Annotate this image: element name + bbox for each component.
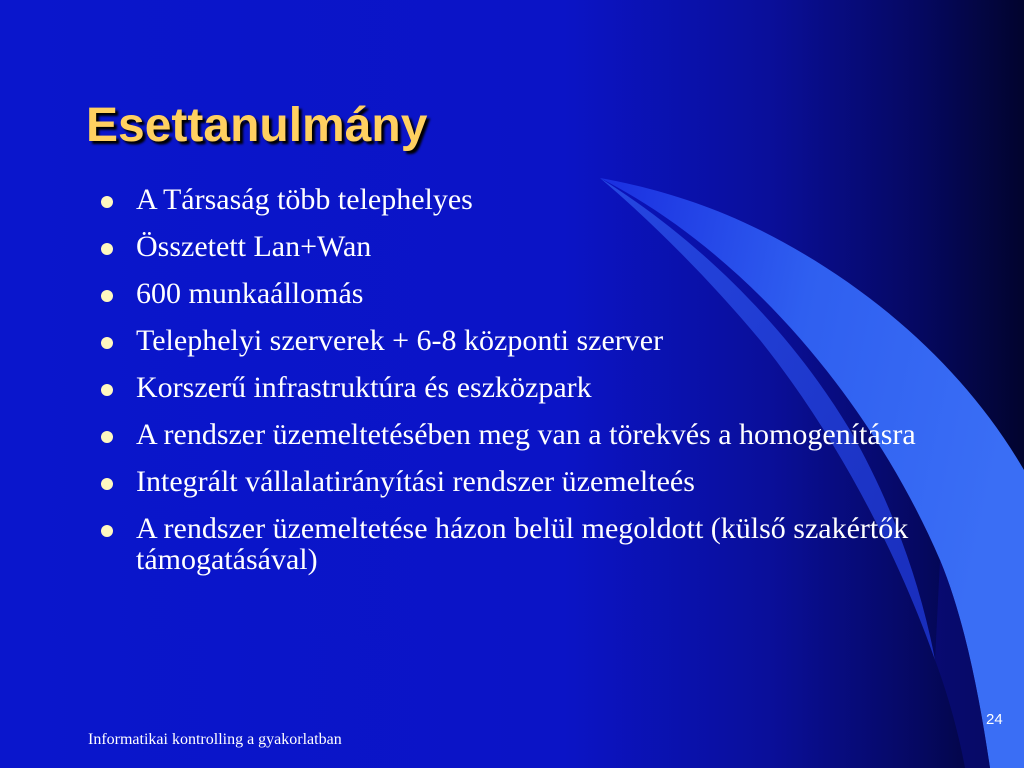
bullet-item [98,278,958,309]
bullet-text: A rendszer üzemeltetése házon belül megoldott (külső szakértők támogatásával) [136,512,909,576]
bullet-text: Telephelyi szerverek + 6-8 központi szerver [136,324,664,357]
bullet-item [98,466,958,497]
bullet-text: A Társaság több telephelyes [136,183,473,216]
bullet-text: Integrált vállalatirányítási rendszer üzemelteés [136,465,695,498]
bullet-item [98,513,958,575]
bullet-item [98,372,958,403]
bullet-list [98,184,958,591]
footer-text: Informatikai kontrolling a gyakorlatban [88,731,342,748]
bullet-icon [101,243,113,255]
bullet-item [98,419,958,450]
bullet-icon [101,384,113,396]
page-number: 24 [986,711,1003,728]
bullet-text: Korszerű infrastruktúra és eszközpark [136,371,592,404]
bullet-text: A rendszer üzemeltetésében meg van a törekvés a homogenításra [136,418,916,451]
bullet-text: Összetett Lan+Wan [136,230,372,263]
bullet-item [98,325,958,356]
bullet-item [98,184,958,215]
bullet-icon [101,525,113,537]
bullet-text: 600 munkaállomás [136,277,364,310]
bullet-icon [101,431,113,443]
bullet-icon [101,337,113,349]
bullet-icon [101,478,113,490]
bullet-icon [101,290,113,302]
bullet-icon [101,196,113,208]
bullet-item [98,231,958,262]
slide-title: Esettanulmány [86,99,428,152]
